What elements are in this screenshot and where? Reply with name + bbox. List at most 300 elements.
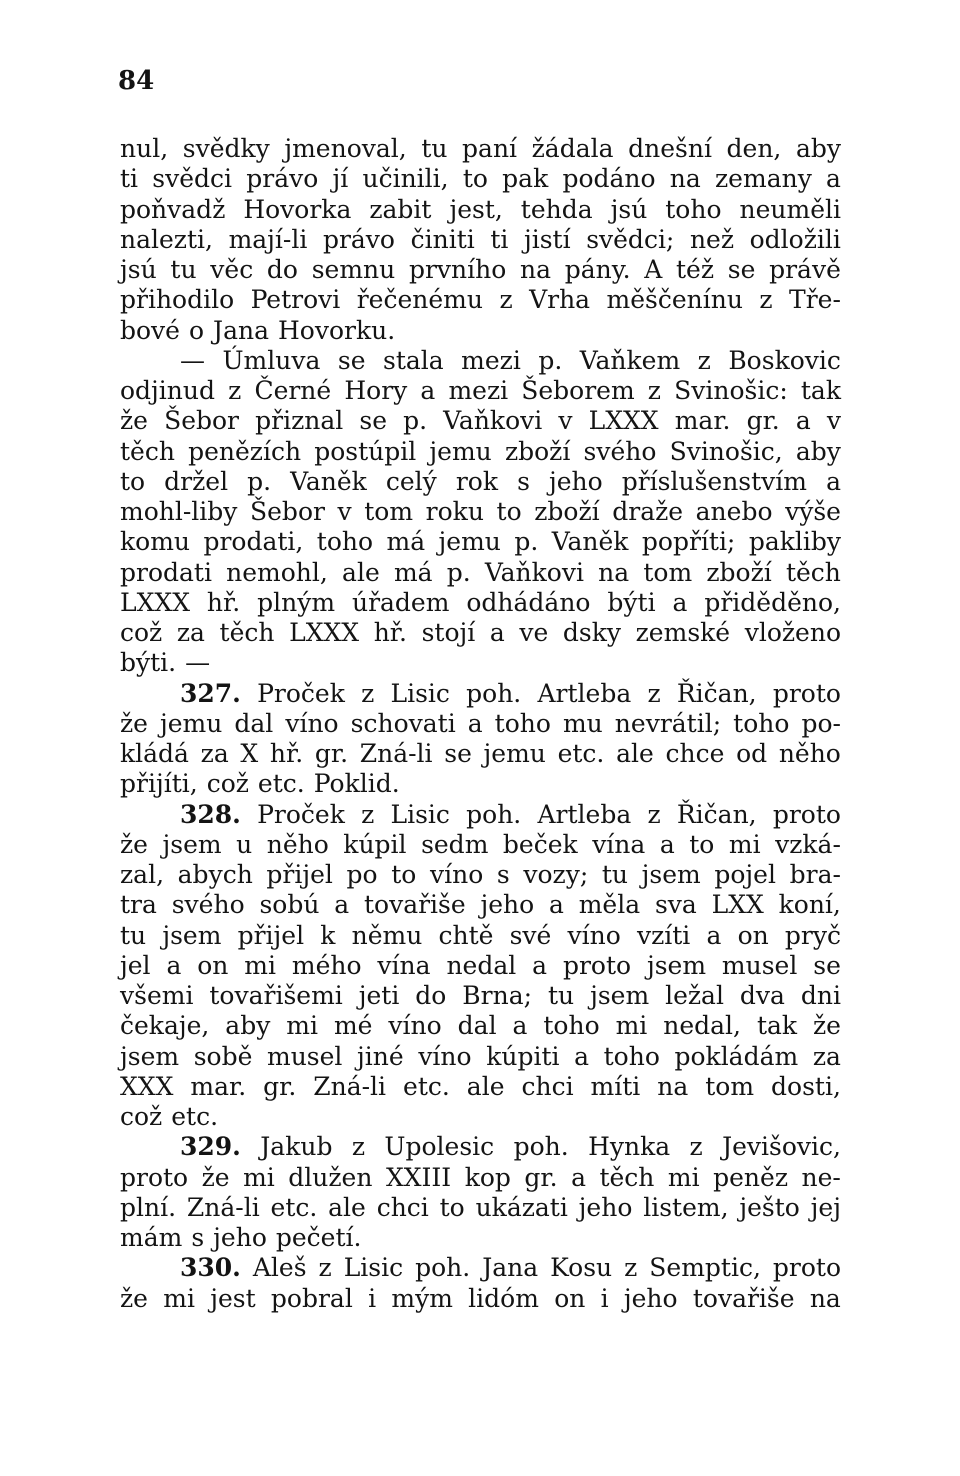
word: LXX (711, 890, 764, 920)
word: nemohl, (226, 557, 328, 587)
word: mi (244, 950, 276, 980)
word: chce (665, 739, 725, 768)
word: poňvadž (120, 194, 226, 224)
word: pobral (270, 1283, 353, 1313)
word: jsem (590, 981, 650, 1010)
word: tu (170, 255, 197, 284)
word: tu (120, 920, 147, 950)
word: přiznal (255, 406, 344, 436)
word: Šeborem (521, 376, 635, 405)
word: kládá (120, 739, 189, 768)
word: ale (466, 1071, 505, 1101)
word: hř. (206, 587, 241, 617)
word: proto (772, 1253, 841, 1283)
text-line (120, 588, 841, 618)
word: draže (612, 497, 684, 526)
word: a (549, 890, 564, 920)
word: anebo (695, 497, 773, 526)
text-line (120, 769, 841, 799)
word: že (120, 708, 148, 738)
text-line (120, 1163, 841, 1193)
word: to (689, 829, 715, 859)
word: jiné (357, 1041, 404, 1071)
word: pakliby (748, 527, 841, 557)
word: musel (721, 950, 798, 980)
word: mým (391, 1283, 453, 1313)
word: úřadem (351, 587, 450, 617)
word: Hovorka (243, 194, 352, 224)
word: proto (772, 678, 841, 708)
word: jsú (610, 194, 648, 224)
word: nevrátil; (614, 708, 722, 738)
word: Vaněk (551, 527, 629, 557)
word: a (512, 1011, 528, 1041)
word: X (240, 739, 259, 768)
word: Zná-li (313, 1071, 387, 1101)
word: jeho (578, 1192, 633, 1222)
word: jel (120, 950, 151, 980)
word: z (499, 285, 513, 315)
word: a (659, 829, 675, 859)
word: jeho (213, 1223, 267, 1252)
word: a (467, 708, 483, 738)
word: své (509, 920, 552, 950)
word: Jana (213, 315, 269, 345)
word: na (520, 255, 552, 284)
word: těch (599, 1162, 655, 1192)
word: od (736, 739, 768, 768)
word: z (351, 1132, 366, 1162)
word: dlužen (288, 1162, 373, 1192)
word: přihodilo (120, 285, 235, 315)
word: Lisic (343, 1253, 404, 1283)
word: se (444, 739, 472, 768)
word: plným (257, 587, 336, 617)
word: Poklid. (313, 769, 400, 799)
word: Hovorku. (277, 315, 396, 345)
word: což (206, 769, 249, 799)
word: jemu (160, 708, 223, 738)
word: má (393, 557, 433, 587)
word: Vrha (529, 285, 591, 315)
word: hř. (269, 739, 304, 768)
word: chtě (438, 920, 494, 950)
word: jsú (120, 255, 157, 284)
word: XXX (120, 1071, 174, 1101)
text-line (120, 376, 841, 406)
word: to (439, 1192, 465, 1222)
word: etc. (403, 1071, 450, 1101)
word: míti (590, 1071, 641, 1101)
word: s (517, 466, 530, 496)
word: peněz (713, 1162, 788, 1192)
text-line (120, 1102, 841, 1132)
word: proto (772, 799, 841, 829)
word: den, (726, 134, 782, 163)
word: rok (455, 466, 499, 496)
word: a (166, 950, 182, 980)
word: vína (592, 829, 646, 859)
word: i (600, 1283, 609, 1313)
word: mi (286, 1011, 318, 1041)
text-line (120, 830, 841, 860)
text-line (120, 1011, 841, 1041)
word: poh. (466, 799, 522, 829)
word: kúpil (343, 829, 407, 859)
word: Zná-li (359, 739, 433, 768)
word: chci (521, 1071, 574, 1101)
word: ti (490, 224, 509, 254)
word: čekaje, (120, 1011, 210, 1041)
word: mar. (190, 1071, 247, 1101)
word: o (188, 315, 205, 345)
word: pojel (714, 860, 776, 889)
word: nalezti, (120, 224, 213, 254)
word: že (120, 406, 148, 436)
word: odložili (749, 224, 841, 254)
word: tom (705, 1071, 755, 1101)
word: sobú (259, 890, 320, 920)
word: jistí (523, 224, 571, 254)
word: a (826, 164, 841, 194)
word: LXXX (289, 618, 360, 647)
word: zboží (534, 497, 600, 526)
word: pány. (564, 255, 631, 284)
word: na (598, 557, 630, 587)
word: on (197, 950, 229, 980)
word: gr. (314, 739, 349, 768)
word: na (809, 1283, 841, 1313)
word: a (795, 406, 811, 436)
word: ješto (739, 1192, 800, 1222)
word: a (489, 618, 505, 647)
word: aby (225, 1011, 271, 1041)
text-line (120, 527, 841, 557)
entry-number: 330. (180, 1253, 241, 1283)
text-line (120, 225, 841, 255)
word: a (574, 1041, 590, 1071)
text-line (120, 860, 841, 890)
word: bové (120, 315, 180, 345)
word: ukázati (475, 1192, 568, 1222)
word: tak (756, 1011, 798, 1041)
word: za (812, 1041, 841, 1071)
word: víno (429, 860, 484, 889)
word: právo (246, 164, 319, 194)
word: jeho (623, 1283, 678, 1313)
word: se (359, 406, 387, 436)
word: tom (364, 497, 414, 526)
word: mi (728, 829, 761, 859)
word: Artleba (537, 678, 632, 708)
word: jí (332, 164, 349, 194)
word: v (558, 406, 573, 436)
word: vína (377, 950, 431, 980)
word: jest (210, 1283, 256, 1313)
word: z (624, 1253, 638, 1283)
word: toho (316, 527, 374, 557)
word: u (236, 829, 253, 859)
text-line (120, 437, 841, 467)
word: svědci (152, 164, 233, 194)
word: pečetí. (275, 1223, 362, 1252)
word: do (266, 255, 298, 284)
word: což (120, 618, 163, 647)
word: zemany (715, 164, 812, 194)
word: Zná-li (186, 1192, 260, 1222)
word: Artleba (537, 799, 632, 829)
word: řečenému (356, 285, 483, 315)
word: z (689, 1132, 703, 1162)
text-line (120, 1042, 841, 1072)
word: činiti (410, 224, 475, 254)
word: též (676, 255, 715, 284)
word: gr. (263, 1071, 297, 1101)
word: ne- (801, 1162, 841, 1192)
text-line (120, 739, 841, 769)
word: z (697, 345, 711, 375)
word: nedal, (663, 1011, 741, 1041)
word: Hory (344, 376, 408, 405)
word: tom (643, 557, 693, 587)
word: z (361, 678, 375, 708)
word: mi (667, 1162, 700, 1192)
word: po (346, 860, 378, 889)
word: aby (795, 134, 841, 163)
word: z (759, 285, 773, 315)
text-line (120, 346, 841, 376)
word: se (337, 345, 366, 375)
word: z (647, 678, 661, 708)
word: toho (543, 1011, 600, 1041)
word: listem, (643, 1192, 729, 1222)
word: ale (328, 1192, 366, 1222)
word: i (368, 1283, 377, 1313)
word: etc. (171, 1102, 219, 1131)
text-line (120, 648, 841, 678)
word: Kosu (550, 1253, 613, 1283)
word: s (496, 860, 510, 889)
word: jemu (483, 739, 546, 768)
text-line (120, 195, 841, 225)
word: učinili, (362, 164, 449, 194)
word: z (361, 799, 375, 829)
word: prvního (408, 255, 507, 284)
word: toho (494, 708, 551, 738)
word: jeho (548, 466, 603, 496)
word: pryč (784, 920, 841, 950)
entry-number: 328. (180, 799, 241, 829)
word: a (334, 890, 350, 920)
word: Lisic (390, 799, 450, 829)
word: svědky (182, 134, 270, 163)
word: příslušenstvím (621, 466, 808, 496)
word: Proček (257, 799, 345, 829)
text-line (120, 558, 841, 588)
word: sobě (193, 1041, 253, 1071)
word: semnu (311, 255, 396, 284)
word: toho (603, 1041, 660, 1071)
word: ti (120, 164, 139, 194)
word: Šebor (164, 406, 240, 436)
word: Lisic (390, 678, 450, 708)
word: LXXX (588, 406, 659, 436)
word: Vaňkovi (443, 406, 543, 436)
word: zboží (504, 436, 571, 466)
word: tu (601, 860, 629, 889)
word: kúpiti (486, 1041, 560, 1071)
text-line (120, 1284, 841, 1314)
word: víno (418, 1041, 472, 1071)
word: a (532, 950, 548, 980)
word: jeho (480, 890, 535, 920)
word: dni (800, 981, 841, 1010)
word: — (185, 648, 211, 678)
word: sedm (421, 829, 489, 859)
word: mezi (448, 376, 509, 405)
text-line (120, 951, 841, 981)
word: musel (267, 1041, 343, 1071)
word: plní. (120, 1192, 177, 1222)
word: z (228, 376, 242, 405)
word: dal (457, 1011, 497, 1041)
word: tehda (520, 194, 593, 224)
word: se (813, 950, 841, 980)
word: jeti (358, 981, 400, 1010)
word: paní (462, 134, 518, 163)
word: že (120, 829, 148, 859)
word: etc. (270, 1192, 318, 1222)
word: mu (562, 708, 603, 738)
word: a (571, 1162, 586, 1192)
word: tu (421, 134, 448, 163)
word: za (200, 739, 229, 768)
word: ale (342, 557, 380, 587)
word: právo (322, 224, 395, 254)
word: němu (351, 920, 423, 950)
text-line (120, 1193, 841, 1223)
word: jest, (449, 194, 503, 224)
text-line (120, 1253, 841, 1283)
text-line (120, 921, 841, 951)
word: v (337, 497, 352, 526)
word: neuměli (739, 194, 841, 224)
word: on (554, 1283, 586, 1313)
word: dsky (562, 618, 622, 647)
text-line (120, 316, 841, 346)
word: dva (739, 981, 785, 1010)
word: měščenínu (606, 285, 743, 315)
word: na (669, 164, 701, 194)
word: přiděděno, (704, 587, 841, 617)
word: lidóm (468, 1283, 539, 1313)
word: což (120, 1102, 163, 1131)
word: v (826, 406, 841, 436)
word: pokládám (674, 1041, 799, 1071)
word: mar. (674, 406, 731, 436)
word: toho (733, 708, 790, 738)
word: jmenoval, (284, 134, 407, 163)
word: dnešní (628, 134, 712, 163)
word: Vaňkem (579, 345, 681, 375)
word: popříti; (641, 527, 736, 557)
word: aby (795, 436, 841, 466)
text-line (120, 406, 841, 436)
word: beček (502, 829, 578, 859)
word: Řičan, (676, 799, 757, 829)
word: býti. (120, 648, 177, 678)
word: z (647, 799, 661, 829)
word: proto (562, 950, 632, 980)
word: Vaněk (290, 466, 367, 496)
word: něho (266, 829, 329, 859)
word: Tře- (789, 285, 841, 315)
word: tovařiše (692, 1283, 795, 1313)
word: Šebor (250, 497, 325, 526)
word: p. (403, 406, 428, 436)
word: má (386, 527, 426, 557)
word: zboží (706, 557, 772, 587)
word: Jevišovic, (722, 1132, 841, 1162)
word: zemské (635, 618, 731, 647)
word: vozy; (523, 860, 589, 889)
word: že (120, 1283, 148, 1313)
word: Svinošic: (674, 376, 788, 405)
text-line (120, 890, 841, 920)
word: odjinud (120, 376, 216, 405)
word: p. (514, 527, 539, 557)
word: etc. (557, 739, 605, 768)
word: k (320, 920, 336, 950)
word: tu (547, 981, 575, 1010)
word: se (727, 255, 756, 284)
word: že (201, 1162, 230, 1192)
word: koní, (778, 890, 841, 920)
word: a (826, 466, 841, 496)
word: Svinošic, (669, 436, 783, 466)
word: svědci; (586, 224, 675, 254)
text-line (120, 255, 841, 285)
word: — (180, 345, 205, 375)
word: postúpil (314, 436, 417, 466)
word: tovařišemi (209, 981, 343, 1010)
word: Semptic, (649, 1253, 761, 1283)
word: on (737, 920, 769, 950)
word: mohl-liby (120, 497, 238, 526)
word: mají-li (228, 224, 308, 254)
word: poh. (513, 1132, 569, 1162)
word: Vaňkovi (484, 557, 584, 587)
word: na (657, 1071, 689, 1101)
word: těch (785, 557, 841, 587)
word: mého (291, 950, 362, 980)
word: podáno (562, 164, 656, 194)
word: to (391, 860, 417, 889)
word: komu (120, 527, 191, 557)
word: nul, (120, 134, 169, 163)
word: těch (120, 436, 175, 466)
word: jemu (429, 436, 492, 466)
word: kop (464, 1162, 511, 1192)
text-line (120, 709, 841, 739)
word: víno (388, 1011, 442, 1041)
word: to (120, 466, 146, 496)
word: Boskovic (728, 345, 841, 375)
word: mi (243, 1162, 275, 1192)
body-text (120, 134, 841, 1314)
word: žádala (531, 134, 614, 163)
word: ve (519, 618, 549, 647)
